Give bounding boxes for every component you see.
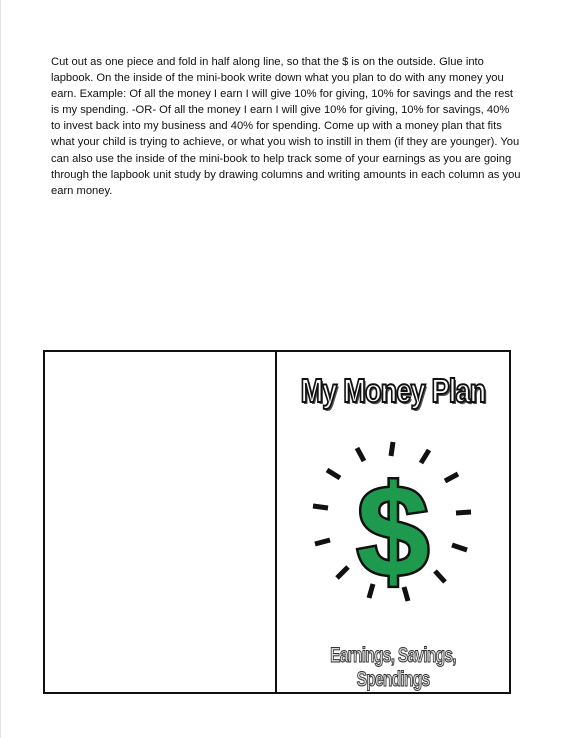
minibook-subtitle: Earnings, Savings, Spendings [330, 644, 456, 691]
minibook-cutout [43, 350, 511, 694]
minibook-inside-panel [45, 352, 277, 692]
dollar-sign-icon [305, 436, 480, 611]
minibook-title: My Money Plan [300, 372, 486, 409]
minibook-cover-panel [277, 352, 509, 692]
page-edge [0, 0, 1, 738]
instructions-text: Cut out as one piece and fold in half along line, so that the $ is on the outside. Glue into lapbook. On the inside of the mini-book write down what you plan to do with any money you earn. Example: Of all the money I earn I will give 10% for giving, 10% for savings and the rest is my spending. -OR- Of all the money I earn I will give 10% for giving, 10% for savings, 40% to invest back into my business and 40% for spending. Come up with a money plan that fits what your child is trying to achieve, or what you wish to instill in them (if they are younger). You can also use the inside of the mini-book to help track some of your earnings as you are going through the lapbook unit study by drawing columns and writing amounts in each column as you earn money. [51, 56, 521, 197]
dollar-glyph: $ [356, 458, 430, 604]
